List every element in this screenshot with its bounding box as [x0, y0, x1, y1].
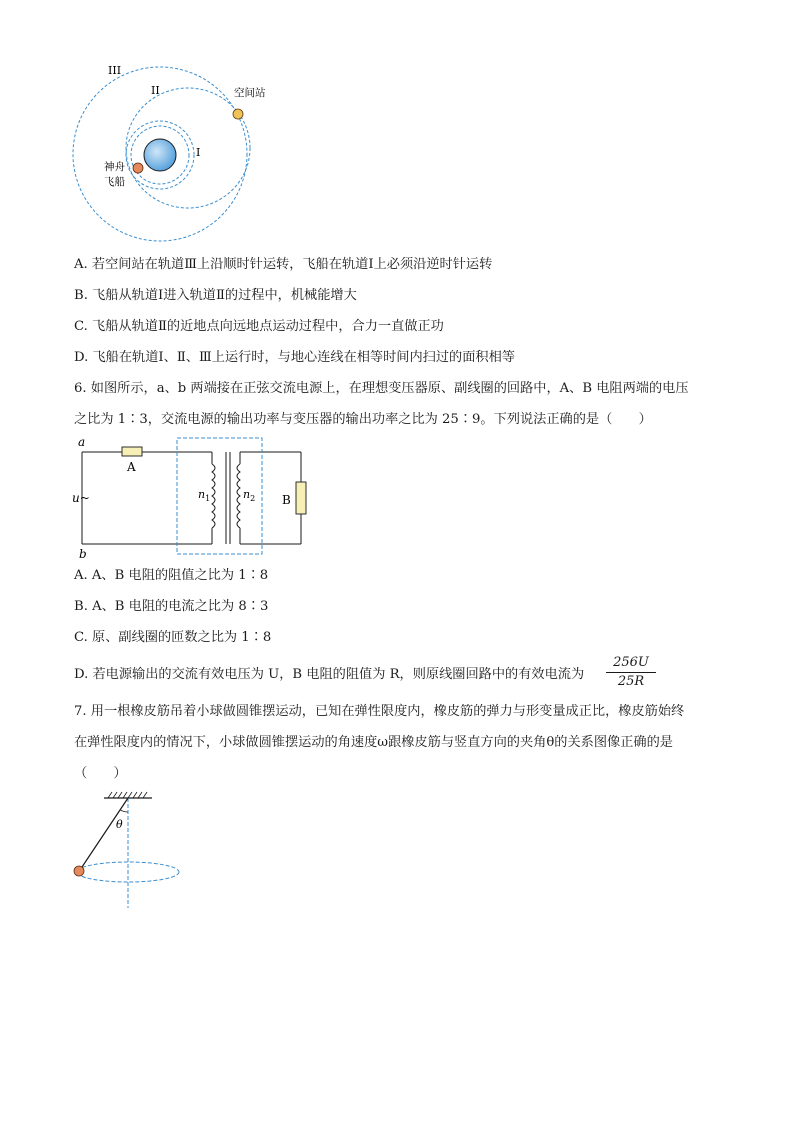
n1-label: $n_1$: [198, 488, 211, 503]
fraction-denominator: 25R: [617, 674, 645, 689]
q5-option-b: B. 飞船从轨道Ⅰ进入轨道Ⅱ的过程中，机械能增大: [74, 288, 357, 303]
q6-option-a: A. A、B 电阻的阻值之比为 1∶8: [74, 568, 269, 583]
conical-pendulum-figure: [66, 790, 190, 912]
q5-option-a: A. 若空间站在轨道Ⅲ上沿顺时针运转，飞船在轨道Ⅰ上必须沿逆时针运转: [74, 257, 493, 272]
source-label: u~: [72, 491, 90, 505]
orbit-label-one: I: [196, 146, 201, 159]
orbit-label-three: III: [108, 64, 122, 77]
q6-stem-line1: 6. 如图所示，a、b 两端接在正弦交流电源上，在理想变压器原、副线圈的回路中，A、B 电阻两端的电压: [74, 381, 689, 396]
ship-label-line1: 神舟: [104, 161, 125, 173]
terminal-a-label: a: [78, 435, 86, 449]
resistor-a-label: A: [127, 460, 136, 474]
q7-stem-line3: （ ）: [74, 766, 127, 781]
q5-option-c: C. 飞船从轨道Ⅱ的近地点向远地点运动过程中，合力一直做正功: [74, 319, 444, 334]
orbit-two: [126, 88, 250, 208]
earth: [144, 139, 176, 171]
q6-stem-line2: 之比为 1∶3，交流电源的输出功率与变压器的输出功率之比为 25∶9。下列说法正确的是（ ）: [74, 412, 652, 427]
angle-arc: [121, 810, 129, 812]
orbit-figure: [60, 58, 290, 248]
station-label: 空间站: [234, 87, 266, 99]
q7-stem-line1: 7. 用一根橡皮筋吊着小球做圆锥摆运动，已知在弹性限度内，橡皮筋的弹力与形变量成正比，橡皮筋始终: [74, 704, 685, 719]
terminal-b-label: b: [79, 547, 87, 561]
q6-option-d-fraction: [606, 654, 656, 691]
circuit-figure: [70, 434, 320, 562]
ship-label-line2: 飞船: [104, 176, 125, 188]
primary-coil: [212, 464, 215, 528]
q6-option-d: D. 若电源输出的交流有效电压为 U，B 电阻的阻值为 R，则原线圈回路中的有效电流为: [74, 667, 585, 682]
fraction-numerator: 256U: [606, 654, 656, 673]
q6-option-c: C. 原、副线圈的匝数之比为 1∶8: [74, 630, 272, 645]
ball: [74, 866, 84, 876]
rubber-band: [80, 798, 128, 870]
spaceship-dot: [133, 163, 143, 173]
secondary-coil: [237, 464, 240, 528]
resistor-a: [122, 447, 142, 456]
space-station-dot: [233, 109, 243, 119]
q5-option-d: D. 飞船在轨道Ⅰ、Ⅱ、Ⅲ上运行时，与地心连线在相等时间内扫过的面积相等: [74, 350, 515, 365]
resistor-b-label: B: [282, 493, 291, 507]
q7-stem-line2: 在弹性限度内的情况下，小球做圆锥摆运动的角速度ω跟橡皮筋与竖直方向的夹角θ的关系图像正确的是: [74, 735, 673, 750]
resistor-b: [296, 482, 306, 514]
q6-option-b: B. A、B 电阻的电流之比为 8∶3: [74, 599, 269, 614]
n2-label: $n_2$: [243, 488, 256, 503]
orbit-label-two: II: [151, 84, 160, 97]
angle-theta-label: θ: [116, 818, 123, 831]
